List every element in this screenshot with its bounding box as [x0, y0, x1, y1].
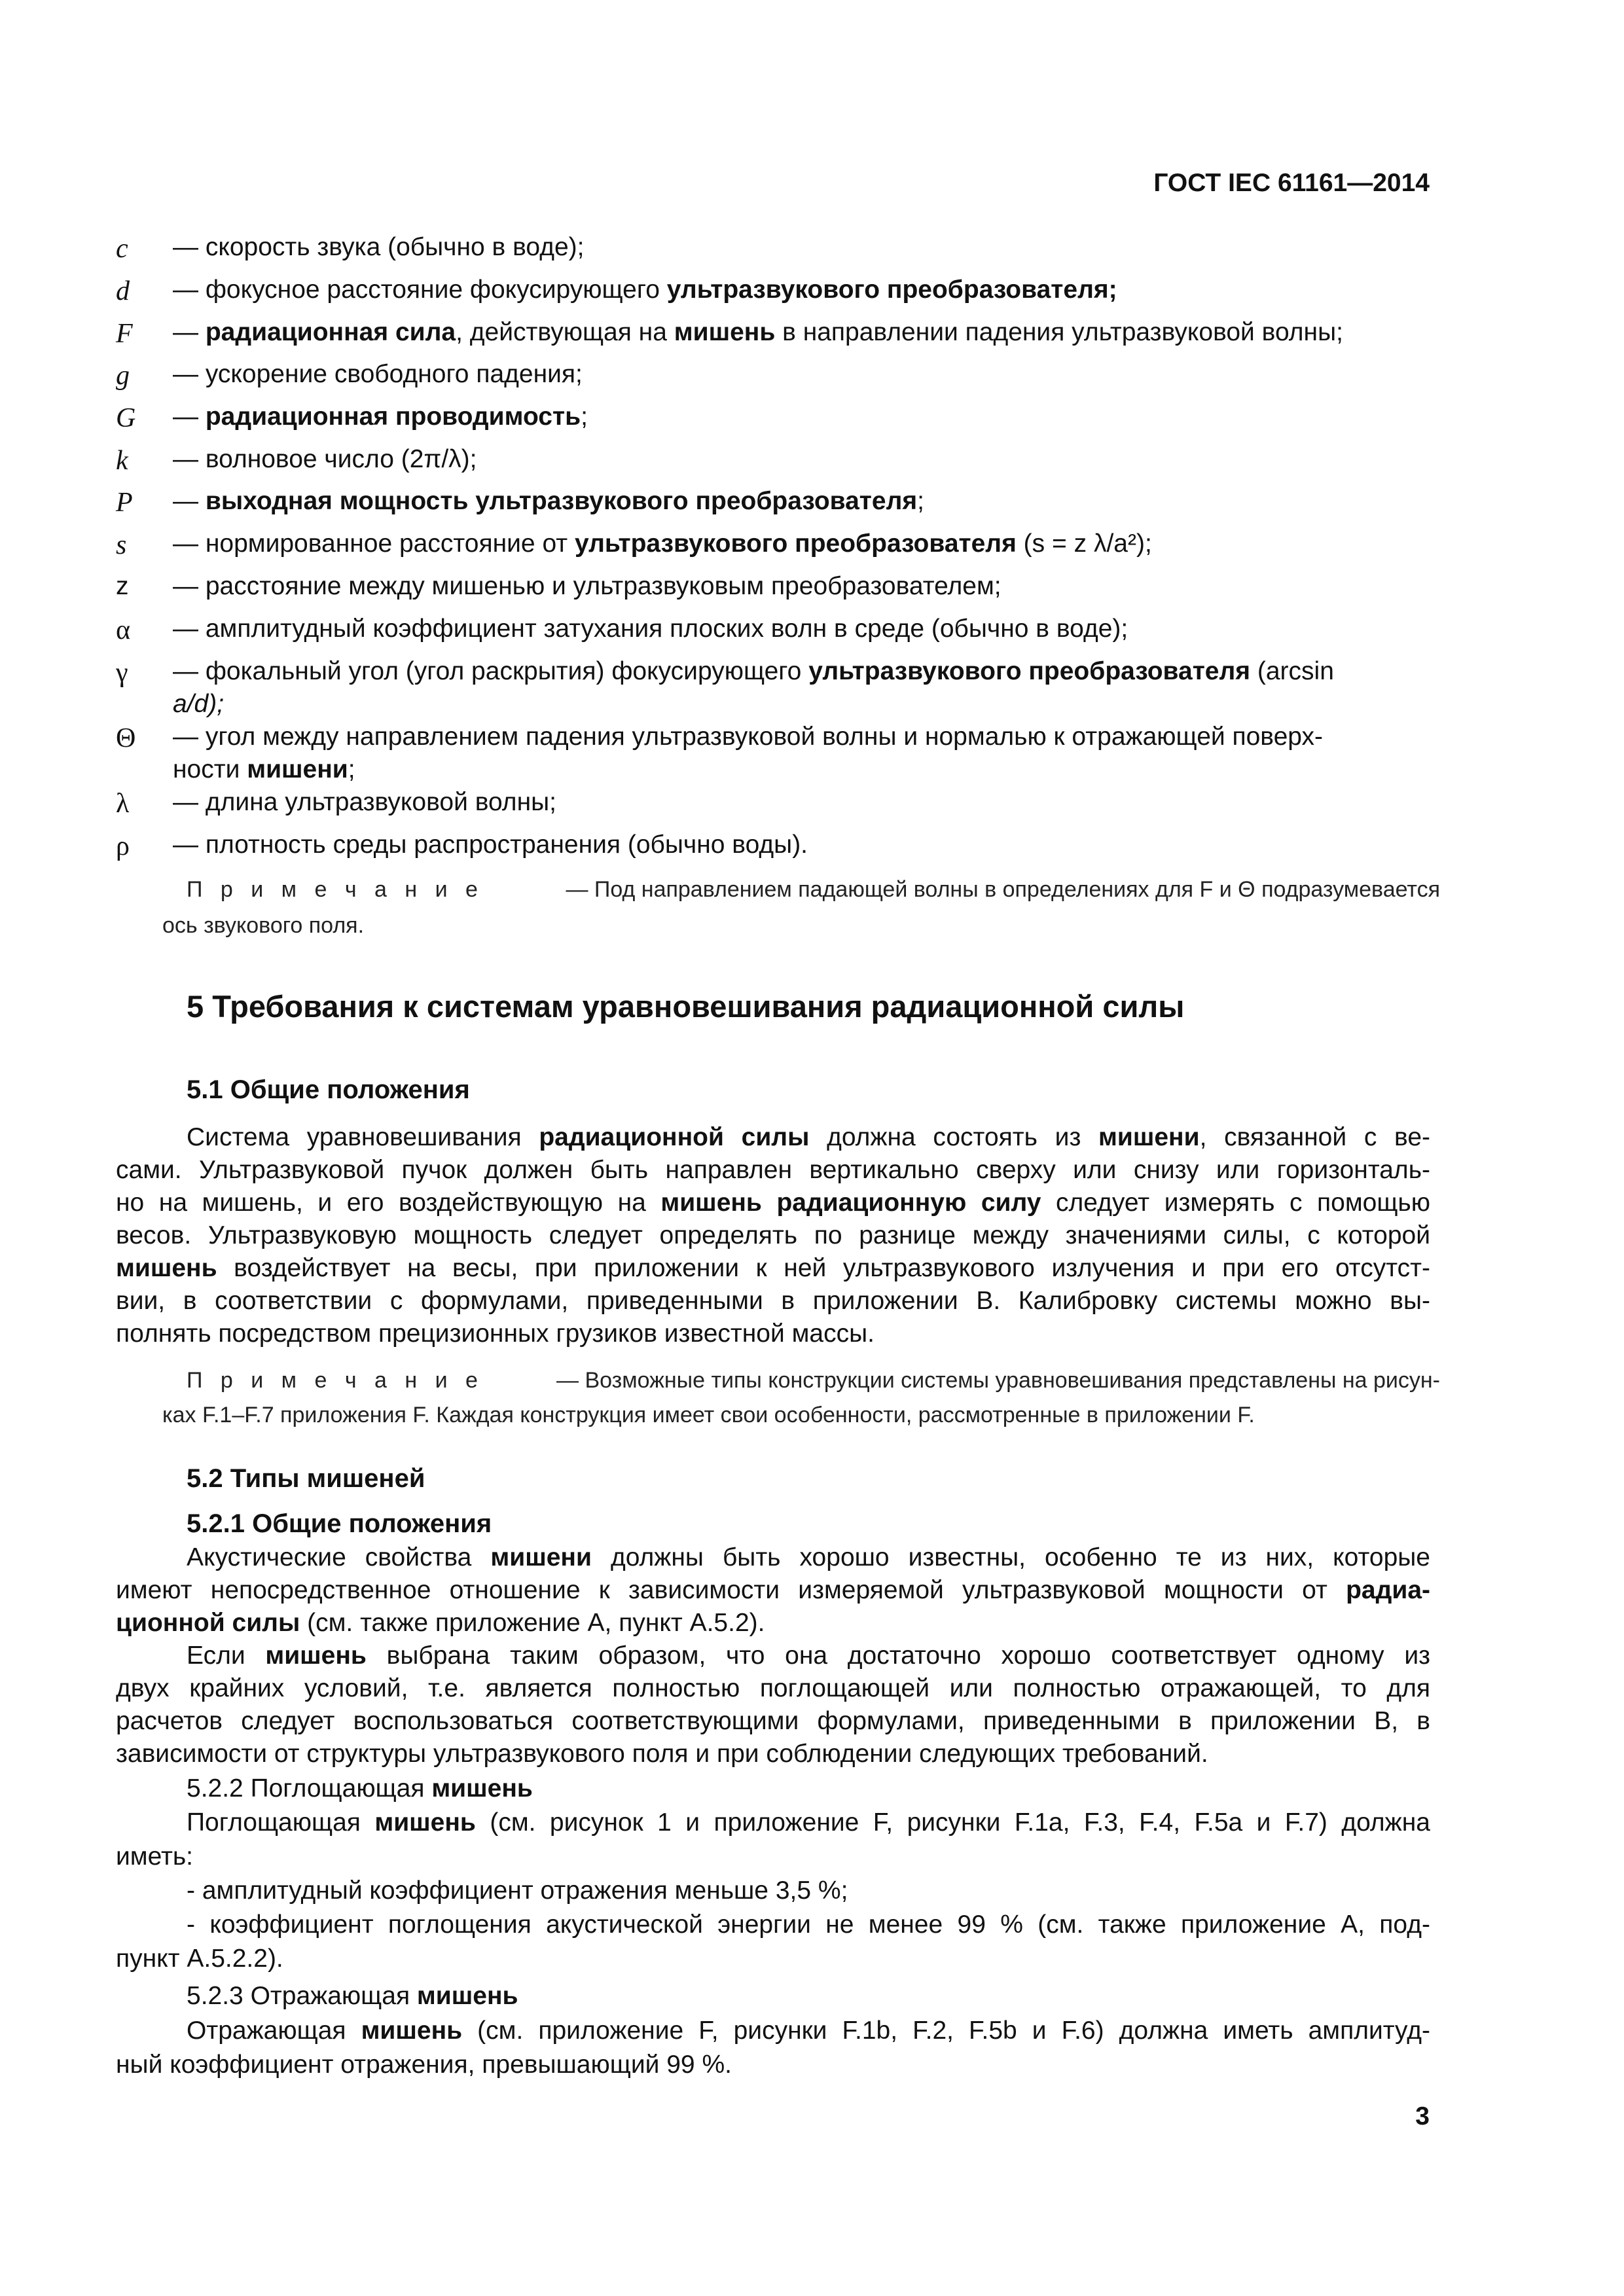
text-run: иметь:	[116, 1842, 194, 1871]
definition-text: ности	[173, 755, 247, 783]
note-2	[162, 1368, 1440, 1428]
symbol-definition	[173, 234, 584, 260]
symbol: γ	[116, 658, 128, 688]
text-run: зависимости от структуры ультразвукового поля и при соблюдении следующих требований.	[116, 1740, 1208, 1768]
definition-text: — волновое число (2π/λ);	[173, 445, 477, 473]
note-text-line-1: — Под направлением падающей волны в определениях для F и Θ подразумевается	[566, 877, 1440, 902]
text-run: (см. также приложение A, пункт A.5.2).	[300, 1609, 765, 1637]
definition-text: — амплитудный коэффициент затухания плоских волн в среде (обычно в воде);	[173, 615, 1128, 643]
page-number: 3	[1415, 2102, 1430, 2130]
paragraph-line	[187, 1810, 1430, 1835]
symbol-definition	[173, 531, 1152, 556]
note-text-line-1: — Возможные типы конструкции системы уравновешивания представлены на рисун-	[556, 1368, 1440, 1393]
symbol-definition	[173, 361, 583, 387]
paragraph-line	[116, 1610, 1430, 1636]
definition-text: — фокальный угол (угол раскрытия) фокусирующего	[173, 657, 809, 685]
definition-text: — нормированное расстояние от	[173, 529, 575, 558]
paragraph-line	[116, 1577, 1430, 1603]
text-run: полнять посредством прецизионных грузиков известной массы.	[116, 1319, 875, 1348]
text-run: Система уравновешивания	[187, 1123, 539, 1151]
definition-text: — расстояние между мишенью и ультразвуковым преобразователем;	[173, 572, 1001, 600]
text-run: расчетов следует воспользоваться соответствующими формулами, приведенными в приложении B, в	[116, 1707, 1430, 1735]
paragraph-line	[187, 1545, 1430, 1570]
definition-text: — длина ультразвуковой волны;	[173, 788, 556, 816]
section-5-2-1-heading: 5.2.1 Общие положения	[187, 1509, 492, 1538]
paragraph-line	[187, 1912, 1430, 1937]
symbol-definition	[173, 724, 1323, 749]
paragraph-line	[187, 2018, 1430, 2043]
text-run: Отражающая	[187, 2017, 361, 2045]
bold-term: мишень	[116, 1254, 217, 1282]
symbol-definition	[173, 658, 1334, 684]
text-run: ный коэффициент отражения, превышающий 99 %.	[116, 2051, 732, 2079]
bold-term: мишени	[490, 1543, 592, 1571]
bold-term: радиа-	[1346, 1576, 1430, 1604]
text-run: должна состоять из	[809, 1123, 1099, 1151]
document-id: ГОСТ IEC 61161—2014	[1153, 169, 1430, 197]
definition-text: —	[173, 403, 206, 431]
section-5-2-3-heading	[187, 1983, 518, 2009]
paragraph-line	[116, 1255, 1430, 1281]
text-run: пункт A.5.2.2).	[116, 1945, 283, 1973]
symbol: k	[116, 446, 128, 476]
section-5-1-heading: 5.1 Общие положения	[187, 1075, 470, 1104]
paragraph-line	[116, 1676, 1430, 1701]
text-run: но на мишень, и его воздействующую на	[116, 1189, 661, 1217]
symbol: s	[116, 530, 127, 560]
symbol: λ	[116, 789, 130, 819]
text-run: весов. Ультразвуковую мощность следует определять по разнице между значениями силы, с которой	[116, 1221, 1430, 1249]
definition-text: — угол между направлением падения ультразвуковой волны и нормалью к отражающей поверх-	[173, 723, 1324, 751]
paragraph-line	[116, 1288, 1430, 1314]
definition-bold-term: ультразвукового преобразователя	[808, 657, 1251, 685]
text-run: двух крайних условий, т.е. является полностью поглощающей или полностью отражающей, то для	[116, 1674, 1430, 1702]
section-5-2-2-heading	[187, 1776, 533, 1801]
text-run: должны быть хорошо известны, особенно те из них, которые	[591, 1543, 1431, 1571]
note-1	[162, 877, 1440, 939]
text-run: выбрана таким образом, что она достаточно хорошо соответствует одному из	[366, 1641, 1430, 1670]
paragraph-line	[116, 1741, 1430, 1767]
section-5-2-heading: 5.2 Типы мишеней	[187, 1464, 425, 1493]
bold-term: мишень	[374, 1808, 476, 1837]
note-label: П р и м е ч а н и е	[187, 1368, 484, 1393]
heading-bold-term: мишень	[431, 1774, 533, 1803]
bold-term: мишень радиационную силу	[660, 1189, 1041, 1217]
text-run: вии, в соответствии с формулами, приведенными в приложении B. Калибровку системы можно вы-	[116, 1287, 1430, 1315]
definition-text: , действующая на	[456, 318, 674, 346]
bold-term: мишень	[361, 2017, 463, 2045]
symbol: ρ	[116, 831, 130, 861]
text-run: Поглощающая	[187, 1808, 375, 1837]
text-run: (см. рисунок 1 и приложение F, рисунки F.1a, F.3, F.4, F.5a и F.7) должна	[475, 1808, 1430, 1837]
symbol-definition-continuation	[173, 757, 355, 782]
heading-bold-term: мишень	[416, 1982, 518, 2010]
definition-bold-term: мишени	[247, 755, 348, 783]
paragraph-line	[116, 1946, 1430, 1971]
symbol: g	[116, 361, 130, 391]
symbol-definition	[173, 446, 477, 472]
symbol: G	[116, 403, 136, 433]
paragraph-line	[116, 1157, 1430, 1183]
symbol: α	[116, 615, 131, 645]
symbol-definition	[173, 832, 808, 857]
paragraph-line	[116, 1321, 1430, 1346]
definition-text: —	[173, 318, 206, 346]
paragraph-line	[116, 1708, 1430, 1734]
definition-bold-term: мишень	[674, 318, 776, 346]
definition-bold-term: ультразвукового преобразователя;	[666, 276, 1117, 304]
symbol-definition	[173, 488, 924, 514]
definition-text: — ускорение свободного падения;	[173, 360, 583, 388]
symbol: F	[116, 319, 133, 349]
definition-text: — фокусное расстояние фокусирующего	[173, 276, 667, 304]
symbol-definition	[173, 616, 1128, 641]
text-run: Акустические свойства	[187, 1543, 491, 1571]
definition-text: в направлении падения ультразвуковой волны;	[775, 318, 1343, 346]
paragraph-line	[187, 1643, 1430, 1668]
paragraph-line	[116, 1844, 1430, 1869]
text-run: - коэффициент поглощения акустической энергии не менее 99 % (см. также приложение A, под-	[187, 1910, 1430, 1939]
definition-text: ;	[348, 755, 355, 783]
symbol-definition	[173, 404, 588, 429]
text-run: Если	[187, 1641, 266, 1670]
text-run: , связанной с ве-	[1199, 1123, 1430, 1151]
bold-term: мишень	[265, 1641, 367, 1670]
section-5-heading: 5 Требования к системам уравновешивания радиационной силы	[187, 989, 1185, 1024]
definition-text: — скорость звука (обычно в воде);	[173, 233, 585, 261]
text-run: (см. приложение F, рисунки F.1b, F.2, F.5b и F.6) должна иметь амплитуд-	[462, 2017, 1430, 2045]
definition-text: —	[173, 487, 206, 515]
paragraph-line	[116, 2052, 1430, 2077]
definition-text: (arcsin	[1250, 657, 1334, 685]
definition-bold-term: радиационная сила	[205, 318, 456, 346]
symbol-definition	[173, 319, 1343, 345]
note-text-line-2: ках F.1–F.7 приложения F. Каждая конструкция имеет свои особенности, рассмотренные в приложении F.	[162, 1403, 1255, 1427]
symbol-definition	[173, 277, 1117, 302]
paragraph-line	[116, 1223, 1430, 1248]
symbol: P	[116, 488, 133, 518]
symbol: z	[116, 572, 129, 600]
text-run: следует измерять с помощью	[1041, 1189, 1430, 1217]
symbol-definition	[173, 789, 556, 815]
definition-bold-term: выходная мощность ультразвукового преобразователя	[205, 487, 918, 515]
paragraph-line	[187, 1878, 1430, 1903]
text-run: воздействует на весы, при приложении к ней ультразвукового излучения и при его отсутст-	[217, 1254, 1430, 1282]
definition-bold-term: ультразвукового преобразователя	[574, 529, 1017, 558]
symbol-definition-continuation: a/d);	[173, 690, 225, 718]
bold-term: мишени	[1098, 1123, 1200, 1151]
note-label: П р и м е ч а н и е	[187, 877, 484, 902]
text-run: имеют непосредственное отношение к зависимости измеряемой ультразвуковой мощности от	[116, 1576, 1346, 1604]
paragraph-line	[116, 1190, 1430, 1215]
definition-text: ;	[581, 403, 588, 431]
symbol: d	[116, 276, 130, 306]
text-run: - амплитудный коэффициент отражения меньше 3,5 %;	[187, 1876, 848, 1905]
definition-text: (s = z λ/a²);	[1016, 529, 1152, 558]
note-text-line-2: ось звукового поля.	[162, 913, 365, 938]
heading-text: 5.2.3 Отражающая	[187, 1982, 417, 2010]
bold-term: ционной силы	[116, 1609, 300, 1637]
definition-bold-term: радиационная проводимость	[205, 403, 581, 431]
symbol: Θ	[116, 723, 136, 753]
definition-text: ;	[917, 487, 924, 515]
definition-text: — плотность среды распространения (обычно воды).	[173, 831, 808, 859]
bold-term: радиационной силы	[539, 1123, 810, 1151]
heading-text: 5.2.2 Поглощающая	[187, 1774, 432, 1803]
symbol: c	[116, 234, 128, 264]
paragraph-line	[187, 1124, 1430, 1150]
symbol-definition	[173, 573, 1001, 599]
text-run: сами. Ультразвуковой пучок должен быть направлен вертикально сверху или снизу или горизонталь-	[116, 1156, 1430, 1184]
